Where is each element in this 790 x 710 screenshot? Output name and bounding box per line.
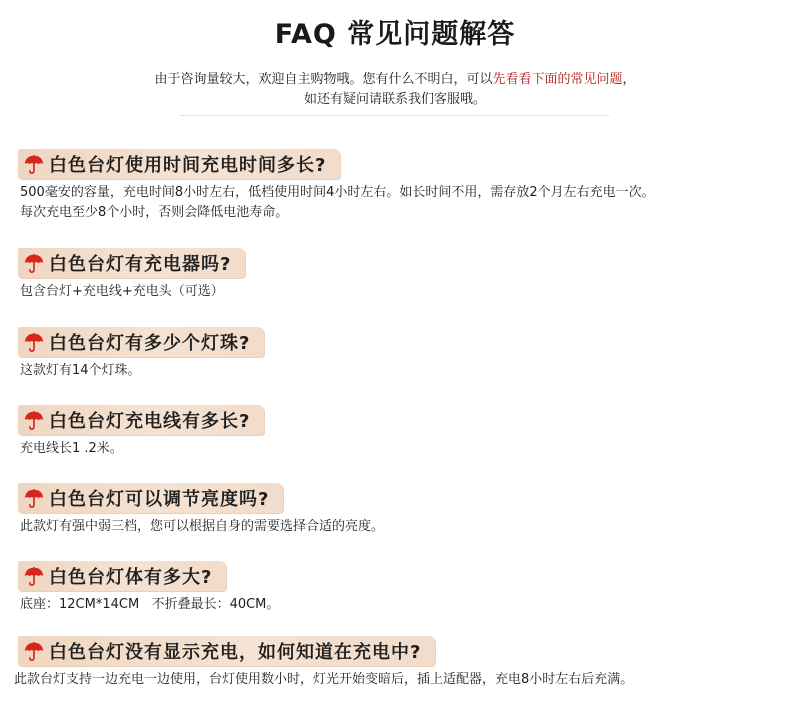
question-banner xyxy=(18,149,340,179)
intro-part-2: ， xyxy=(622,72,636,87)
umbrella-icon xyxy=(23,331,45,353)
question-text: 白色台灯有充电器吗? xyxy=(49,254,232,275)
answer-line: 这款灯有14个灯珠。 xyxy=(20,363,141,378)
intro-line-2: 如还有疑问请联系我们客服哦。 xyxy=(303,92,486,107)
intro-part-1: 由于咨询量较大，欢迎自主购物哦。您有什么不明白，可以 xyxy=(154,72,493,87)
intro-highlight: 先看看下面的常见问题 xyxy=(492,72,623,87)
umbrella-icon xyxy=(23,409,45,431)
question-banner xyxy=(18,636,435,666)
answer-text xyxy=(20,595,780,615)
question-text: 白色台灯有多少个灯珠? xyxy=(49,333,251,354)
question-text: 白色台灯充电线有多长? xyxy=(49,411,251,432)
answer-text xyxy=(20,439,780,459)
umbrella-icon xyxy=(23,640,45,662)
question-text: 白色台灯可以调节亮度吗? xyxy=(49,489,270,510)
umbrella-icon xyxy=(23,565,45,587)
page-title: FAQ 常见问题解答 xyxy=(274,19,516,50)
answer-text xyxy=(20,183,780,223)
answer-text xyxy=(20,517,780,537)
umbrella-icon xyxy=(23,487,45,509)
question-text: 白色台灯使用时间充电时间多长? xyxy=(49,155,327,176)
intro-line-1 xyxy=(0,70,790,90)
answer-line: 充电线长1 .2米。 xyxy=(20,441,123,456)
question-banner xyxy=(18,561,226,591)
answer-line: 此款灯有强中弱三档，您可以根据自身的需要选择合适的亮度。 xyxy=(20,519,385,534)
answer-line: 底座：12CM*14CM 不折叠最长：40CM。 xyxy=(20,597,280,612)
question-banner xyxy=(18,483,283,513)
question-banner xyxy=(18,327,264,357)
answer-line: 500毫安的容量，充电时间8小时左右，低档使用时间4小时左右。如长时间不用，需存放2个月左右充电一次。 xyxy=(20,185,655,200)
question-banner xyxy=(18,405,264,435)
question-text: 白色台灯没有显示充电，如何知道在充电中? xyxy=(49,642,422,663)
answer-line: 包含台灯+充电线+充电头（可选） xyxy=(20,284,224,299)
divider xyxy=(180,115,610,117)
answer-text xyxy=(20,361,780,381)
umbrella-icon xyxy=(23,252,45,274)
question-text: 白色台灯体有多大? xyxy=(49,567,213,588)
question-banner xyxy=(18,248,245,278)
answer-text xyxy=(14,670,774,690)
answer-text xyxy=(20,282,780,302)
answer-line: 此款台灯支持一边充电一边使用，台灯使用数小时，灯光开始变暗后，插上适配器，充电8小时左右后充满。 xyxy=(14,672,634,687)
intro-text xyxy=(0,70,790,110)
umbrella-icon xyxy=(23,153,45,175)
answer-line: 每次充电至少8个小时，否则会降低电池寿命。 xyxy=(20,205,289,220)
